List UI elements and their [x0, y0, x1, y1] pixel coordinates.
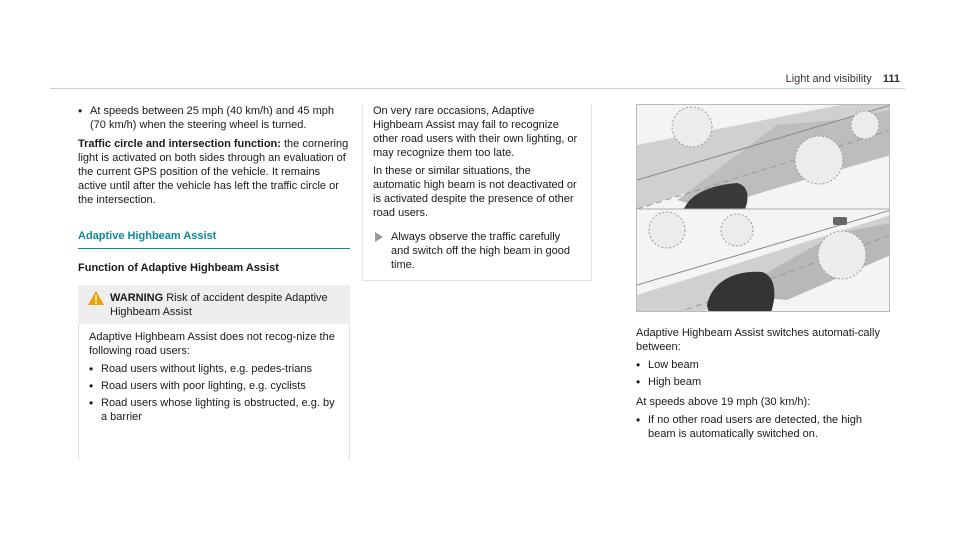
list-item-text: At speeds between 25 mph (40 km/h) and 45 mph (70 km/h) when the steering wheel is turned. — [90, 105, 334, 131]
list-item — [636, 375, 890, 389]
warning-intro: Adaptive Highbeam Assist does not recog-nize the following road users: — [89, 331, 335, 357]
section-title: Adaptive Highbeam Assist — [78, 229, 350, 249]
list-item — [636, 413, 890, 441]
info-box — [362, 104, 592, 281]
hint-text: Always observe the traffic carefully and switch off the high beam in good time. — [391, 231, 570, 271]
paragraph: On very rare occasions, Adaptive Highbeam Assist may fail to recognize other road users with their own lighting, or may recognize them too late. — [373, 105, 578, 159]
warning-body — [78, 324, 350, 460]
chapter-title: Light and visibility — [785, 73, 872, 85]
arrow-icon — [375, 232, 383, 242]
column-middle — [370, 104, 592, 281]
list-item-text: Road users with poor lighting, e.g. cyclists — [101, 380, 306, 392]
warning-label: WARNING — [110, 292, 164, 304]
column-right — [636, 104, 890, 441]
highbeam-illustration — [636, 104, 890, 312]
list-item — [78, 104, 350, 132]
speed-condition: At speeds above 19 mph (30 km/h): — [636, 396, 811, 408]
list-item — [89, 396, 339, 424]
warning-icon — [88, 291, 104, 305]
list-item-text: If no other road users are detected, the high beam is automatically switched on. — [648, 414, 863, 440]
warning-header — [78, 285, 350, 324]
list-item — [636, 358, 890, 372]
figure-caption: Adaptive Highbeam Assist switches automati-cally between: — [636, 327, 880, 353]
paragraph: In these or similar situations, the automatic high beam is not deactivated or is activated despite the presence of other road users. — [373, 165, 577, 219]
warning-box — [78, 285, 350, 460]
safety-hint — [373, 230, 581, 272]
list-item-text: Road users whose lighting is obstructed, e.g. by a barrier — [101, 397, 335, 423]
road-illustration — [637, 105, 890, 312]
column-left — [78, 104, 350, 460]
header-rule — [50, 88, 905, 89]
list-item-text: Low beam — [648, 359, 699, 371]
traffic-circle-text: the cornering light is activated on both sides through an evaluation of the current GPS position of the vehicle. It remains active until after the vehicle has left the traffic circle or the intersection. — [78, 138, 349, 206]
list-item — [89, 362, 339, 376]
list-item-text: High beam — [648, 376, 702, 388]
traffic-circle-paragraph — [78, 137, 350, 207]
list-item-text: Road users without lights, e.g. pedes-trians — [101, 363, 312, 375]
page-number: 111 — [882, 73, 900, 85]
list-item — [89, 379, 339, 393]
subsection-title: Function of Adaptive Highbeam Assist — [78, 262, 279, 274]
warning-title: Risk of accident despite Adaptive Highbeam Assist — [110, 292, 328, 318]
traffic-circle-label: Traffic circle and intersection function: — [78, 138, 281, 150]
page-header — [786, 72, 900, 86]
